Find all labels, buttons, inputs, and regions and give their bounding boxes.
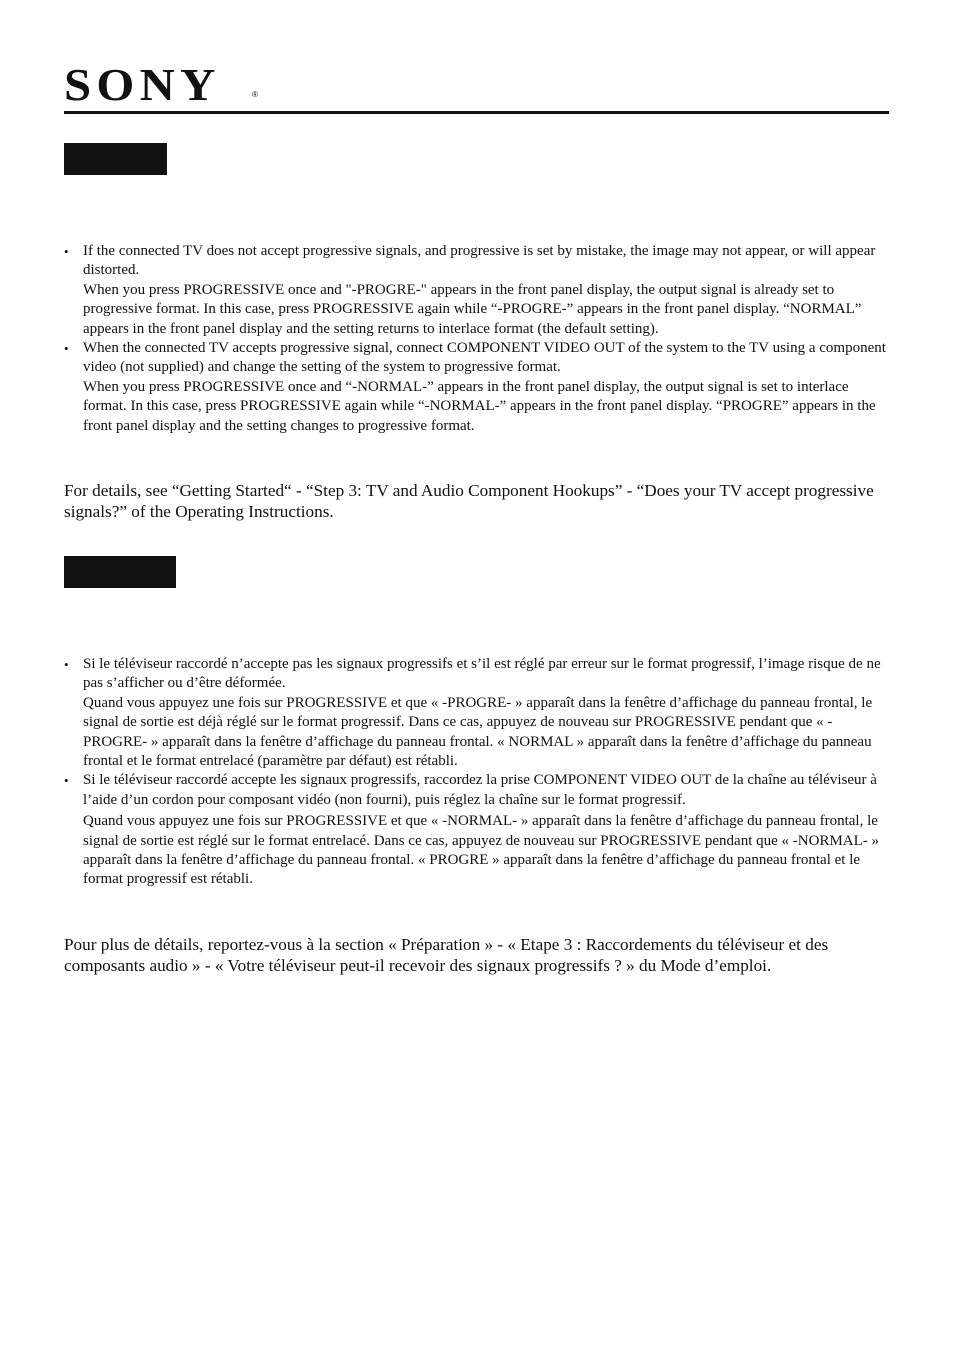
french-note-2	[64, 771, 890, 889]
english-details-text: For details, see “Getting Started“ - “Step 3: TV and Audio Component Hookups” - “Does your TV accept progressive signals?” of the Operating Instructions.	[64, 481, 874, 521]
french-note-1	[64, 655, 890, 771]
note-paragraph: • Si le téléviseur raccordé accepte les signaux progressifs, raccordez la prise COMPONENT VIDEO OUT de la chaîne au téléviseur à l’aide d’un cordon pour composant vidéo (non fourni), puis réglez la chaîne sur le format progressif.	[83, 772, 877, 808]
english-note-1	[64, 242, 890, 339]
note-paragraph: Quand vous appuyez une fois sur PROGRESSIVE et que « -PROGRE- » apparaît dans la fenêtre d’affichage du panneau frontal, le signal de sortie est déjà réglé sur le format progressif. Dans ce cas, appuyez de nouveau sur PROGRESSIVE pendant que « -PROGRE- » apparaît dans la fenêtre d’affichage du panneau frontal. « NORMAL » apparaît dans la fenêtre d’affichage du panneau frontal et le format entrelacé (paramètre par défaut) est rétabli.	[83, 694, 873, 770]
note-paragraph: • When the connected TV accepts progressive signal, connect COMPONENT VIDEO OUT of the system to the TV using a component video (not supplied) and change the setting of the system to progressive format.	[83, 340, 886, 376]
registered-mark: ®	[252, 90, 258, 99]
note-paragraph: • If the connected TV does not accept progressive signals, and progressive is set by mistake, the image may not appear, or will appear distorted.	[83, 243, 876, 279]
header-rule	[64, 111, 889, 114]
note-paragraph: When you press PROGRESSIVE once and “-NORMAL-” appears in the front panel display, the output signal is set to interlace format. In this case, press PROGRESSIVE again while “-NORMAL-” appears in the front panel display. “PROGRE” appears in the front panel display and the setting changes to progressive format.	[83, 378, 876, 434]
french-notes-list	[64, 655, 890, 890]
sony-logo: SONY	[64, 59, 221, 110]
note-paragraph: • Si le téléviseur raccordé n’accepte pas les signaux progressifs et s’il est réglé par erreur sur le format progressif, l’image risque de ne pas s’afficher ou d’être déformée.	[83, 656, 881, 692]
french-section-label	[64, 556, 176, 588]
french-details-text: Pour plus de détails, reportez-vous à la section « Préparation » - « Etape 3 : Raccordements du téléviseur et des composants audio » - « Votre téléviseur peut-il recevoir des signaux progressifs ? » du Mode d’emploi.	[64, 935, 829, 975]
english-note-2	[64, 339, 890, 436]
note-paragraph: When you press PROGRESSIVE once and "-PROGRE-" appears in the front panel display, the output signal is already set to progressive format. In this case, press PROGRESSIVE again while “-PROGRE-” appears in the front panel display. “NORMAL” appears in the front panel display and the setting returns to interlace format (the default setting).	[83, 281, 862, 337]
english-notes-list	[64, 242, 890, 436]
english-section-label	[64, 143, 167, 175]
note-paragraph: Quand vous appuyez une fois sur PROGRESSIVE et que « -NORMAL- » apparaît dans la fenêtre d’affichage du panneau frontal, le signal de sortie est réglé sur le format entrelacé. Dans ce cas, appuyez de nouveau sur PROGRESSIVE pendant que « -NORMAL- » apparaît dans la fenêtre d’affichage du panneau frontal. « PROGRE » apparaît dans la fenêtre d’affichage du panneau frontal et le format progressif est rétabli.	[83, 813, 880, 888]
